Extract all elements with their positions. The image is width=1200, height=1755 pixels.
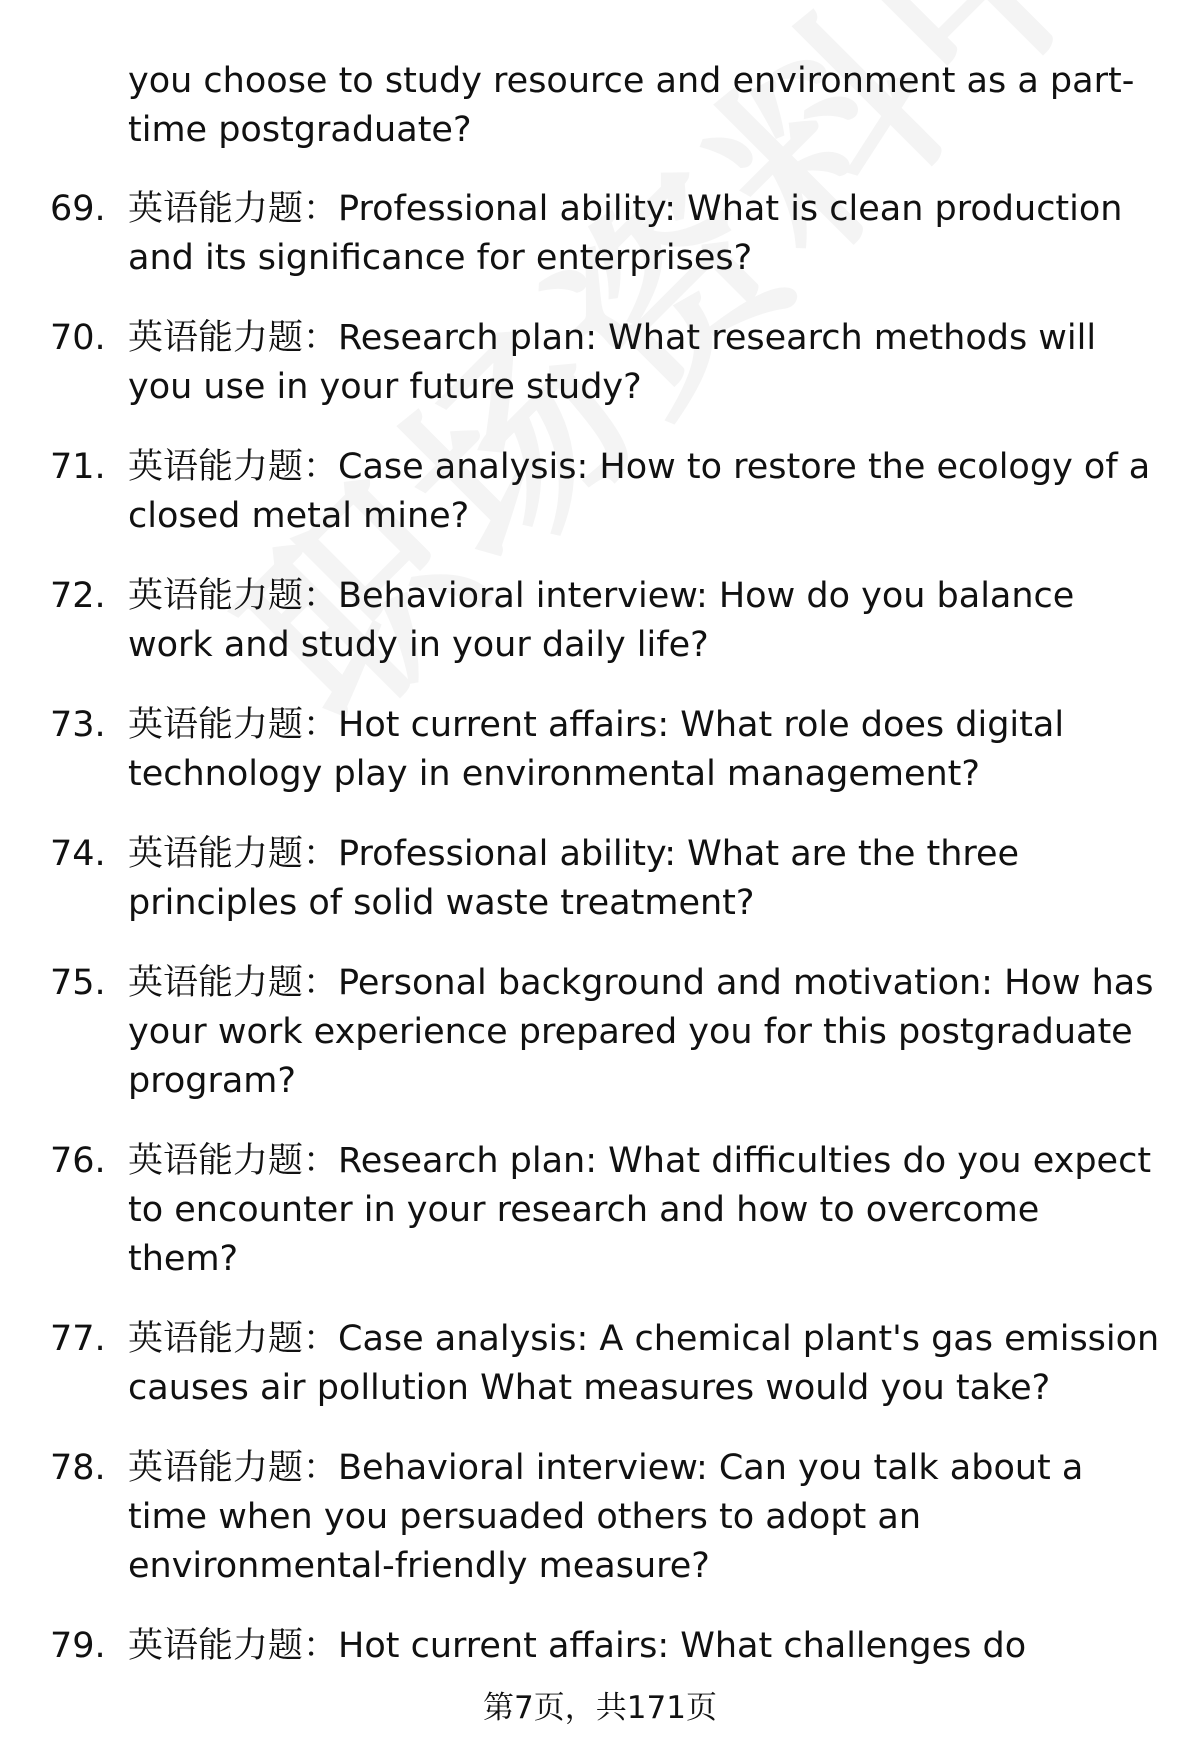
question-text: 英语能力题：Professional ability: What is clean production and its significance for enterprises? (128, 189, 1123, 278)
question-text: 英语能力题：Research plan: What research methods will you use in your future study? (128, 318, 1097, 407)
list-item (50, 959, 1160, 1106)
question-text: 英语能力题：Case analysis: A chemical plant's gas emission causes air pollution What measures would you take? (128, 1319, 1160, 1408)
list-item (50, 1315, 1160, 1413)
question-text: 英语能力题：Case analysis: How to restore the ecology of a closed metal mine? (128, 447, 1151, 536)
question-number: 74. (50, 834, 106, 874)
list-item (50, 314, 1160, 412)
question-number: 75. (50, 963, 106, 1003)
question-text: 英语能力题：Professional ability: What are the three principles of solid waste treatment? (128, 834, 1020, 923)
list-item (50, 1444, 1160, 1591)
question-number: 72. (50, 576, 106, 616)
question-number: 76. (50, 1141, 106, 1181)
list-item (50, 185, 1160, 283)
question-number: 71. (50, 447, 106, 487)
list-item (50, 572, 1160, 670)
question-number: 79. (50, 1626, 106, 1666)
question-list (50, 57, 1160, 1702)
question-text: 英语能力题：Behavioral interview: How do you balance work and study in your daily life? (128, 576, 1075, 665)
question-text: 英语能力题：Hot current affairs: What role does digital technology play in environmental management? (128, 705, 1065, 794)
question-number: 77. (50, 1319, 106, 1359)
question-text: 英语能力题：Research plan: What difficulties do you expect to encounter in your research and how to overcome them? (128, 1141, 1152, 1279)
list-item (50, 830, 1160, 928)
list-item (50, 443, 1160, 541)
question-number: 69. (50, 189, 106, 229)
question-number: 73. (50, 705, 106, 745)
list-item (50, 701, 1160, 799)
question-number: 70. (50, 318, 106, 358)
question-text: 英语能力题：Hot current affairs: What challenges do (128, 1626, 1027, 1666)
question-text: 英语能力题：Behavioral interview: Can you talk about a time when you persuaded others to adopt an environmental-friendly measure? (128, 1448, 1084, 1586)
list-item (50, 1137, 1160, 1284)
list-item (50, 1622, 1160, 1671)
continued-question-text: you choose to study resource and environment as a part-time postgraduate? (128, 61, 1135, 150)
question-number: 78. (50, 1448, 106, 1488)
question-text: 英语能力题：Personal background and motivation: How has your work experience prepared you for this postgraduate program? (128, 963, 1154, 1101)
page-footer: 第7页，共171页 (483, 1690, 717, 1726)
